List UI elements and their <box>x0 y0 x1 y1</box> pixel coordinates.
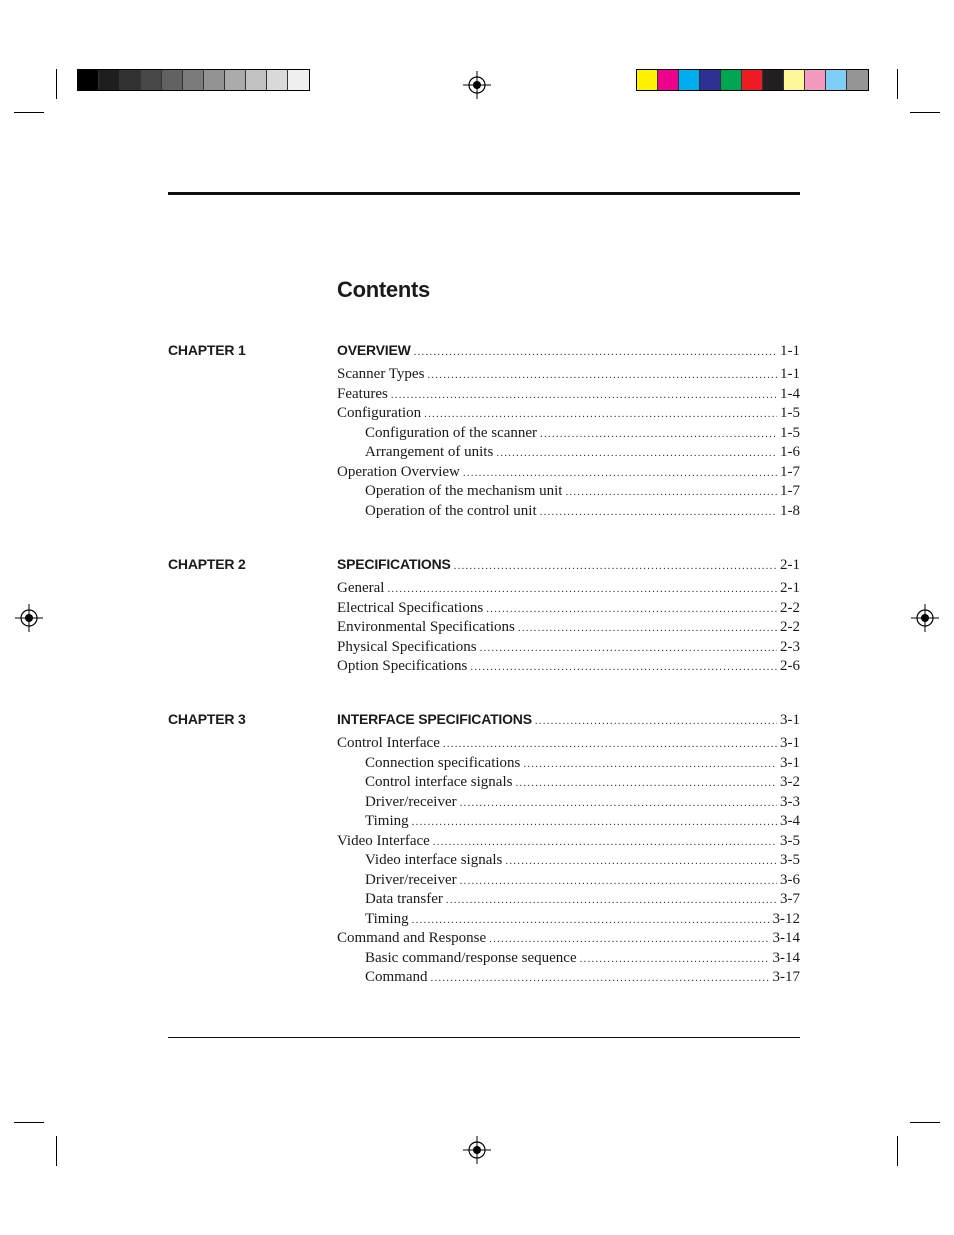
toc-page-number: 2-3 <box>780 639 800 655</box>
dot-leader <box>470 658 777 677</box>
crop-mark <box>14 1122 44 1123</box>
color-swatch <box>225 70 246 90</box>
toc-entry-title: Electrical Specifications <box>337 600 484 616</box>
toc-entry-title: Control interface signals <box>365 774 513 790</box>
registration-mark-icon <box>463 71 491 99</box>
toc-entry[interactable] <box>365 851 800 870</box>
dot-leader <box>515 774 777 793</box>
dot-leader <box>454 557 777 576</box>
color-swatch <box>141 70 162 90</box>
toc-entry[interactable] <box>365 910 800 929</box>
toc-page-number: 3-14 <box>772 950 800 966</box>
color-swatch <box>658 70 679 90</box>
color-swatch <box>246 70 267 90</box>
toc-page-number: 2-6 <box>780 658 800 674</box>
toc-entry[interactable] <box>337 929 800 948</box>
dot-leader <box>412 911 770 930</box>
crop-mark <box>910 112 940 113</box>
toc-page-number: 1-5 <box>780 425 800 441</box>
color-swatch <box>847 70 868 90</box>
toc-entry[interactable] <box>365 443 800 462</box>
dot-leader <box>387 580 777 599</box>
toc-page-number: 3-4 <box>780 813 800 829</box>
toc-entry-title: Operation Overview <box>337 464 460 480</box>
toc-entry-title: Scanner Types <box>337 366 425 382</box>
toc-page-number: 1-6 <box>780 444 800 460</box>
crop-mark <box>897 69 898 99</box>
toc-entry-title: Video interface signals <box>365 852 503 868</box>
toc-entry-title: Connection specifications <box>365 755 521 771</box>
color-swatch <box>721 70 742 90</box>
color-swatch <box>99 70 120 90</box>
dot-leader <box>540 503 777 522</box>
toc-page-number: 3-5 <box>780 833 800 849</box>
toc-entry-title: Operation of the control unit <box>365 503 537 519</box>
dot-leader <box>424 405 777 424</box>
toc-entry[interactable] <box>337 365 800 384</box>
toc-page-number: 2-2 <box>780 619 800 635</box>
registration-mark-icon <box>463 1136 491 1164</box>
toc-page-number: 1-5 <box>780 405 800 421</box>
toc-entry-title: General <box>337 580 385 596</box>
toc-entry[interactable] <box>365 968 800 987</box>
toc-entry-title: Control Interface <box>337 735 440 751</box>
dot-leader <box>443 735 777 754</box>
toc-entry[interactable] <box>365 773 800 792</box>
toc-chapter-heading[interactable] <box>337 341 800 360</box>
crop-mark <box>56 1136 57 1166</box>
toc-entry[interactable] <box>365 482 800 501</box>
color-swatch <box>679 70 700 90</box>
dot-leader <box>540 425 777 444</box>
toc-entry[interactable] <box>337 618 800 637</box>
toc-entry[interactable] <box>365 871 800 890</box>
dot-leader <box>412 813 777 832</box>
color-swatch <box>763 70 784 90</box>
color-swatch <box>183 70 204 90</box>
dot-leader <box>463 464 777 483</box>
dot-leader <box>480 639 777 658</box>
toc-entry[interactable] <box>365 812 800 831</box>
dot-leader <box>414 343 777 362</box>
toc-page-number: 3-1 <box>780 735 800 751</box>
toc-entry-title: Data transfer <box>365 891 443 907</box>
toc-entry[interactable] <box>365 890 800 909</box>
toc-page-number: 3-12 <box>772 911 800 927</box>
dot-leader <box>496 444 777 463</box>
toc-entry-title: Arrangement of units <box>365 444 494 460</box>
dot-leader <box>505 852 777 871</box>
toc-entry-title: INTERFACE SPECIFICATIONS <box>337 711 532 727</box>
toc-page-number: 3-7 <box>780 891 800 907</box>
dot-leader <box>489 930 769 949</box>
crop-mark <box>910 1122 940 1123</box>
toc-entry[interactable] <box>337 404 800 423</box>
color-swatch <box>784 70 805 90</box>
toc-page-number: 3-1 <box>780 755 800 771</box>
dot-leader <box>580 950 770 969</box>
page-title: Contents <box>337 277 430 302</box>
toc-entry-title: Video Interface <box>337 833 430 849</box>
toc-entry[interactable] <box>337 385 800 404</box>
toc-entry-title: Driver/receiver <box>365 794 457 810</box>
toc-entry[interactable] <box>337 638 800 657</box>
toc-page-number: 3-14 <box>772 930 800 946</box>
toc-entry-title: Basic command/response sequence <box>365 950 577 966</box>
dot-leader <box>460 872 777 891</box>
toc-entry-title: Environmental Specifications <box>337 619 515 635</box>
color-swatch <box>637 70 658 90</box>
toc-page-number: 1-8 <box>780 503 800 519</box>
footer-rule <box>168 1037 800 1038</box>
toc-entry[interactable] <box>337 579 800 598</box>
toc-entry-title: Command and Response <box>337 930 487 946</box>
toc-page-number: 2-1 <box>780 557 800 573</box>
registration-mark-icon <box>15 604 43 632</box>
color-swatch <box>826 70 847 90</box>
toc-page-number: 1-1 <box>780 366 800 382</box>
toc-entry[interactable] <box>365 793 800 812</box>
toc-entry-title: Driver/receiver <box>365 872 457 888</box>
dot-leader <box>523 755 777 774</box>
dot-leader <box>460 794 777 813</box>
toc-page-number: 1-4 <box>780 386 800 402</box>
dot-leader <box>431 969 770 988</box>
registration-mark-icon <box>911 604 939 632</box>
color-swatch <box>742 70 763 90</box>
dot-leader <box>486 600 777 619</box>
toc-entry[interactable] <box>365 502 800 521</box>
dot-leader <box>427 366 777 385</box>
color-swatch <box>78 70 99 90</box>
toc-page-number: 1-7 <box>780 483 800 499</box>
toc-page-number: 3-6 <box>780 872 800 888</box>
toc-page-number: 3-3 <box>780 794 800 810</box>
color-swatch <box>805 70 826 90</box>
dot-leader <box>565 483 777 502</box>
header-rule <box>168 192 800 195</box>
toc-entry-title: Physical Specifications <box>337 639 477 655</box>
color-swatch <box>162 70 183 90</box>
toc-page-number: 2-1 <box>780 580 800 596</box>
crop-mark <box>897 1136 898 1166</box>
toc-entry[interactable] <box>337 734 800 753</box>
toc-entry[interactable] <box>337 657 800 676</box>
toc-entry[interactable] <box>337 832 800 851</box>
dot-leader <box>391 386 777 405</box>
toc-page-number: 1-1 <box>780 343 800 359</box>
toc-entry-title: Command <box>365 969 428 985</box>
toc-entry[interactable] <box>365 949 800 968</box>
toc-page-number: 2-2 <box>780 600 800 616</box>
gray-swatch-strip <box>77 69 310 91</box>
dot-leader <box>433 833 777 852</box>
color-swatch <box>204 70 225 90</box>
toc-chapter-heading[interactable] <box>337 710 800 729</box>
dot-leader <box>518 619 777 638</box>
toc-page-number: 3-2 <box>780 774 800 790</box>
crop-mark <box>14 112 44 113</box>
toc-entry-title: Configuration <box>337 405 422 421</box>
color-swatch <box>120 70 141 90</box>
toc-entry[interactable] <box>365 424 800 443</box>
toc-page-number: 3-17 <box>772 969 800 985</box>
chapter-label: CHAPTER 1 <box>168 342 246 358</box>
toc-chapter-heading[interactable] <box>337 555 800 574</box>
toc-entry[interactable] <box>337 463 800 482</box>
toc-page-number: 3-1 <box>780 712 800 728</box>
toc-entry[interactable] <box>365 754 800 773</box>
toc-entry-title: Option Specifications <box>337 658 468 674</box>
color-swatch-strip <box>636 69 869 91</box>
toc-entry-title: OVERVIEW <box>337 342 411 358</box>
toc-entry-title: Configuration of the scanner <box>365 425 538 441</box>
toc-page-number: 1-7 <box>780 464 800 480</box>
color-swatch <box>700 70 721 90</box>
toc-page-number: 3-5 <box>780 852 800 868</box>
toc-entry-title: Timing <box>365 911 409 927</box>
crop-mark <box>56 69 57 99</box>
chapter-label: CHAPTER 2 <box>168 556 246 572</box>
toc-entry-title: Features <box>337 386 388 402</box>
chapter-label: CHAPTER 3 <box>168 711 246 727</box>
toc-entry[interactable] <box>337 599 800 618</box>
toc-entry-title: Operation of the mechanism unit <box>365 483 563 499</box>
toc-entry-title: SPECIFICATIONS <box>337 556 451 572</box>
color-swatch <box>267 70 288 90</box>
dot-leader <box>446 891 777 910</box>
toc-entry-title: Timing <box>365 813 409 829</box>
dot-leader <box>535 712 777 731</box>
color-swatch <box>288 70 309 90</box>
